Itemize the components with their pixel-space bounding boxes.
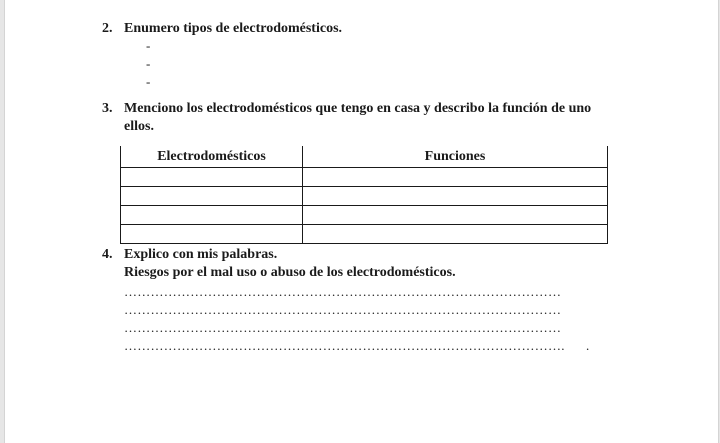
item-2-text: Enumero tipos de electrodomésticos. [124,21,343,36]
answer-line-2: ……………………………………………………………………………………… [124,302,562,317]
answer-line-1: ……………………………………………………………………………………… [124,284,562,299]
dash-3: - [146,74,151,89]
table-cell[interactable] [303,206,608,225]
item-4-text-line-2: Riesgos por el mal uso o abuso de los electrodomésticos. [124,265,456,280]
table-cell[interactable] [121,206,303,225]
appliances-table [120,146,608,244]
header-electrodomesticos: Electrodomésticos [121,146,303,168]
header-funciones: Funciones [303,146,608,168]
table-row [121,206,608,225]
table-cell[interactable] [303,187,608,206]
dash-1: - [146,38,151,53]
item-2-number: 2. [102,21,113,36]
dash-2: - [146,56,151,71]
table-row [121,168,608,187]
document-page [4,0,719,443]
item-4-text-line-1: Explico con mis palabras. [124,247,278,262]
item-3-text-line-1: Menciono los electrodomésticos que tengo en casa y describo la función de uno [124,101,592,116]
answer-line-3: ……………………………………………………………………………………… [124,320,562,335]
answer-line-4-end-dot: . [586,338,590,353]
item-3-number: 3. [102,101,113,116]
table-header-row [121,146,608,168]
table-row [121,187,608,206]
item-3-text-line-2: ellos. [124,119,154,134]
table-cell[interactable] [121,187,303,206]
table-cell[interactable] [121,168,303,187]
answer-line-4: ………………………………………………………………………………………. [124,338,565,353]
table-cell[interactable] [303,225,608,244]
item-4-number: 4. [102,247,113,262]
table-cell[interactable] [303,168,608,187]
table-cell[interactable] [121,225,303,244]
table-row [121,225,608,244]
